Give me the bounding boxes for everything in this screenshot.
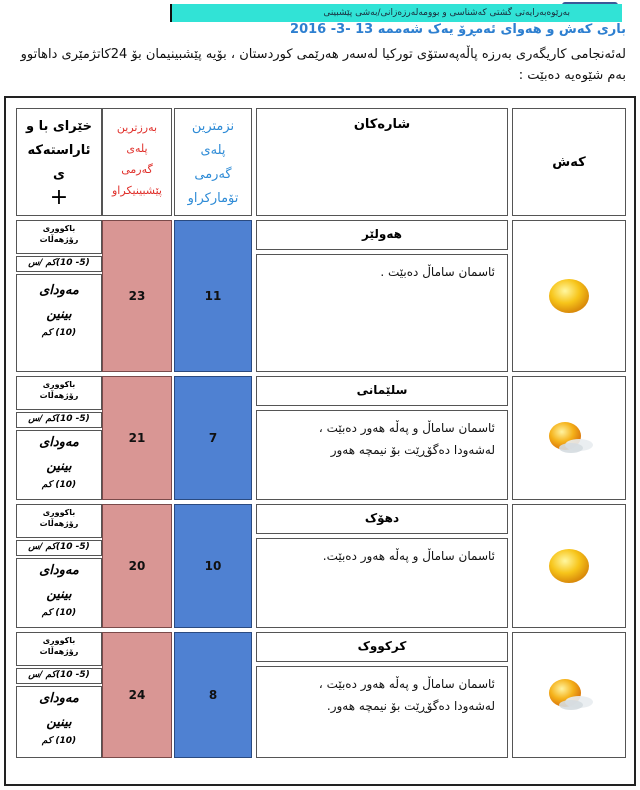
wind-direction-line2: رۆژهەڵات (39, 391, 79, 400)
visibility (16, 686, 102, 758)
min-temp-value: 10 (204, 559, 222, 573)
city-name: سلێمانی (256, 376, 508, 406)
plus-icon[interactable]: + (49, 185, 69, 210)
wind-direction-line1: باکووری (42, 224, 76, 233)
description-line2: لەشەودا دەگۆڕێت بۆ نیمچە هەور. (326, 699, 495, 713)
visibility-label-line2: بینین (46, 715, 72, 730)
header-min-line4: تۆمارکراو (187, 191, 239, 206)
weather-icon-cell (512, 504, 626, 628)
header-max-temp (102, 108, 172, 216)
min-temp-value: 7 (208, 431, 218, 445)
visibility-label-line1: مەودای (39, 563, 79, 578)
top-banner (170, 4, 622, 22)
max-temp-value: 23 (128, 289, 146, 303)
wind-speed: (5- 10)کم /س (16, 256, 102, 272)
weather-icon-cell (512, 376, 626, 500)
header-min-temp (174, 108, 252, 216)
header-min-line1: نزمترین (191, 119, 235, 134)
min-temp-value: 8 (208, 688, 218, 702)
header-weather: کەش (512, 108, 626, 216)
visibility (16, 558, 102, 628)
header-wind-visibility (16, 108, 102, 216)
max-temp-value: 24 (128, 688, 146, 702)
description-line2: لەشەودا دەگۆڕێت بۆ نیمچە هەور (330, 443, 495, 457)
wind-direction-line1: باکووری (42, 380, 76, 389)
header-wind-line2: ئاراستەکە (27, 143, 91, 158)
min-temp-cell (174, 220, 252, 372)
header-max-line2: پلەی (126, 142, 148, 155)
weather-description (256, 666, 508, 758)
wind-direction-line2: رۆژهەڵات (39, 647, 79, 656)
header-cities: شارەکان (256, 108, 508, 216)
visibility (16, 430, 102, 500)
header-min-line3: گەرمی (194, 167, 232, 182)
visibility-label-line2: بینین (46, 307, 72, 322)
intro-text: لەئەنجامی کاریگەری بەرزە پاڵەپەستۆی تورکیا لەسەر هەرێمی کوردستان ، بۆیە پێشبینیمان بۆ 24کاتژمێری داهاتوو بەم شێوەیە دەبێت : (20, 47, 626, 83)
visibility-value: (10) کم (41, 608, 77, 618)
visibility-label-line1: مەودای (39, 283, 79, 298)
wind-direction (16, 632, 102, 666)
sun-cloud-icon (541, 675, 597, 715)
visibility-value: (10) کم (41, 480, 77, 490)
visibility-label-line1: مەودای (39, 691, 79, 706)
header-min-line2: پلەی (200, 143, 226, 158)
wind-speed: (5- 10)کم /س (16, 540, 102, 556)
weather-description (256, 410, 508, 500)
visibility-label-line1: مەودای (39, 435, 79, 450)
max-temp-value: 20 (128, 559, 146, 573)
city-name: کرکووک (256, 632, 508, 662)
sun-icon (543, 546, 595, 586)
wind-direction (16, 504, 102, 538)
description-line1: ئاسمان ساماڵ و پەڵە هەور دەبێت ، (318, 421, 495, 435)
min-temp-cell (174, 376, 252, 500)
max-temp-cell (102, 632, 172, 758)
visibility-label-line2: بینین (46, 587, 72, 602)
header-wind-line1: خێرای با و (25, 119, 93, 134)
max-temp-cell (102, 504, 172, 628)
header-max-line4: پێشبینیکراو (112, 184, 162, 197)
description-line1: ئاسمان ساماڵ و پەڵە هەور دەبێت. (322, 549, 495, 563)
header-max-line3: گەرمی (121, 163, 153, 176)
wind-direction-line1: باکووری (42, 508, 76, 517)
banner-text: بەرێوەبەرایەتی گشتی کەشناسی و بوومەلەرزەزانی/بەشی پێشبینی (323, 8, 570, 18)
sun-cloud-icon (541, 418, 597, 458)
wind-speed: (5- 10)کم /س (16, 412, 102, 428)
wind-direction-line2: رۆژهەڵات (39, 235, 79, 244)
wind-direction-line1: باکووری (42, 636, 76, 645)
page-title: باری کەش و هەوای ئەمڕۆ یەک شەممە 13 -3- 2016 (290, 22, 626, 37)
max-temp-cell (102, 376, 172, 500)
visibility-label-line2: بینین (46, 459, 72, 474)
forecast-table (4, 96, 636, 786)
header-max-line1: بەرزترین (116, 121, 158, 134)
description-line1: ئاسمان ساماڵ و پەڵە هەور دەبێت ، (318, 677, 495, 691)
description-line1: ئاسمان ساماڵ دەبێت . (380, 265, 495, 279)
weather-description (256, 254, 508, 372)
visibility-value: (10) کم (41, 328, 77, 338)
city-name: هەولێر (256, 220, 508, 250)
sun-icon (543, 276, 595, 316)
city-name: دهۆک (256, 504, 508, 534)
min-temp-cell (174, 632, 252, 758)
wind-direction (16, 220, 102, 254)
max-temp-value: 21 (128, 431, 146, 445)
visibility (16, 274, 102, 372)
wind-speed: (5- 10)کم /س (16, 668, 102, 684)
visibility-value: (10) کم (41, 736, 77, 746)
wind-direction-line2: رۆژهەڵات (39, 519, 79, 528)
max-temp-cell (102, 220, 172, 372)
weather-icon-cell (512, 632, 626, 758)
weather-description (256, 538, 508, 628)
min-temp-value: 11 (204, 289, 222, 303)
header-wind-line3: ی (53, 167, 65, 182)
wind-direction (16, 376, 102, 410)
weather-icon-cell (512, 220, 626, 372)
min-temp-cell (174, 504, 252, 628)
